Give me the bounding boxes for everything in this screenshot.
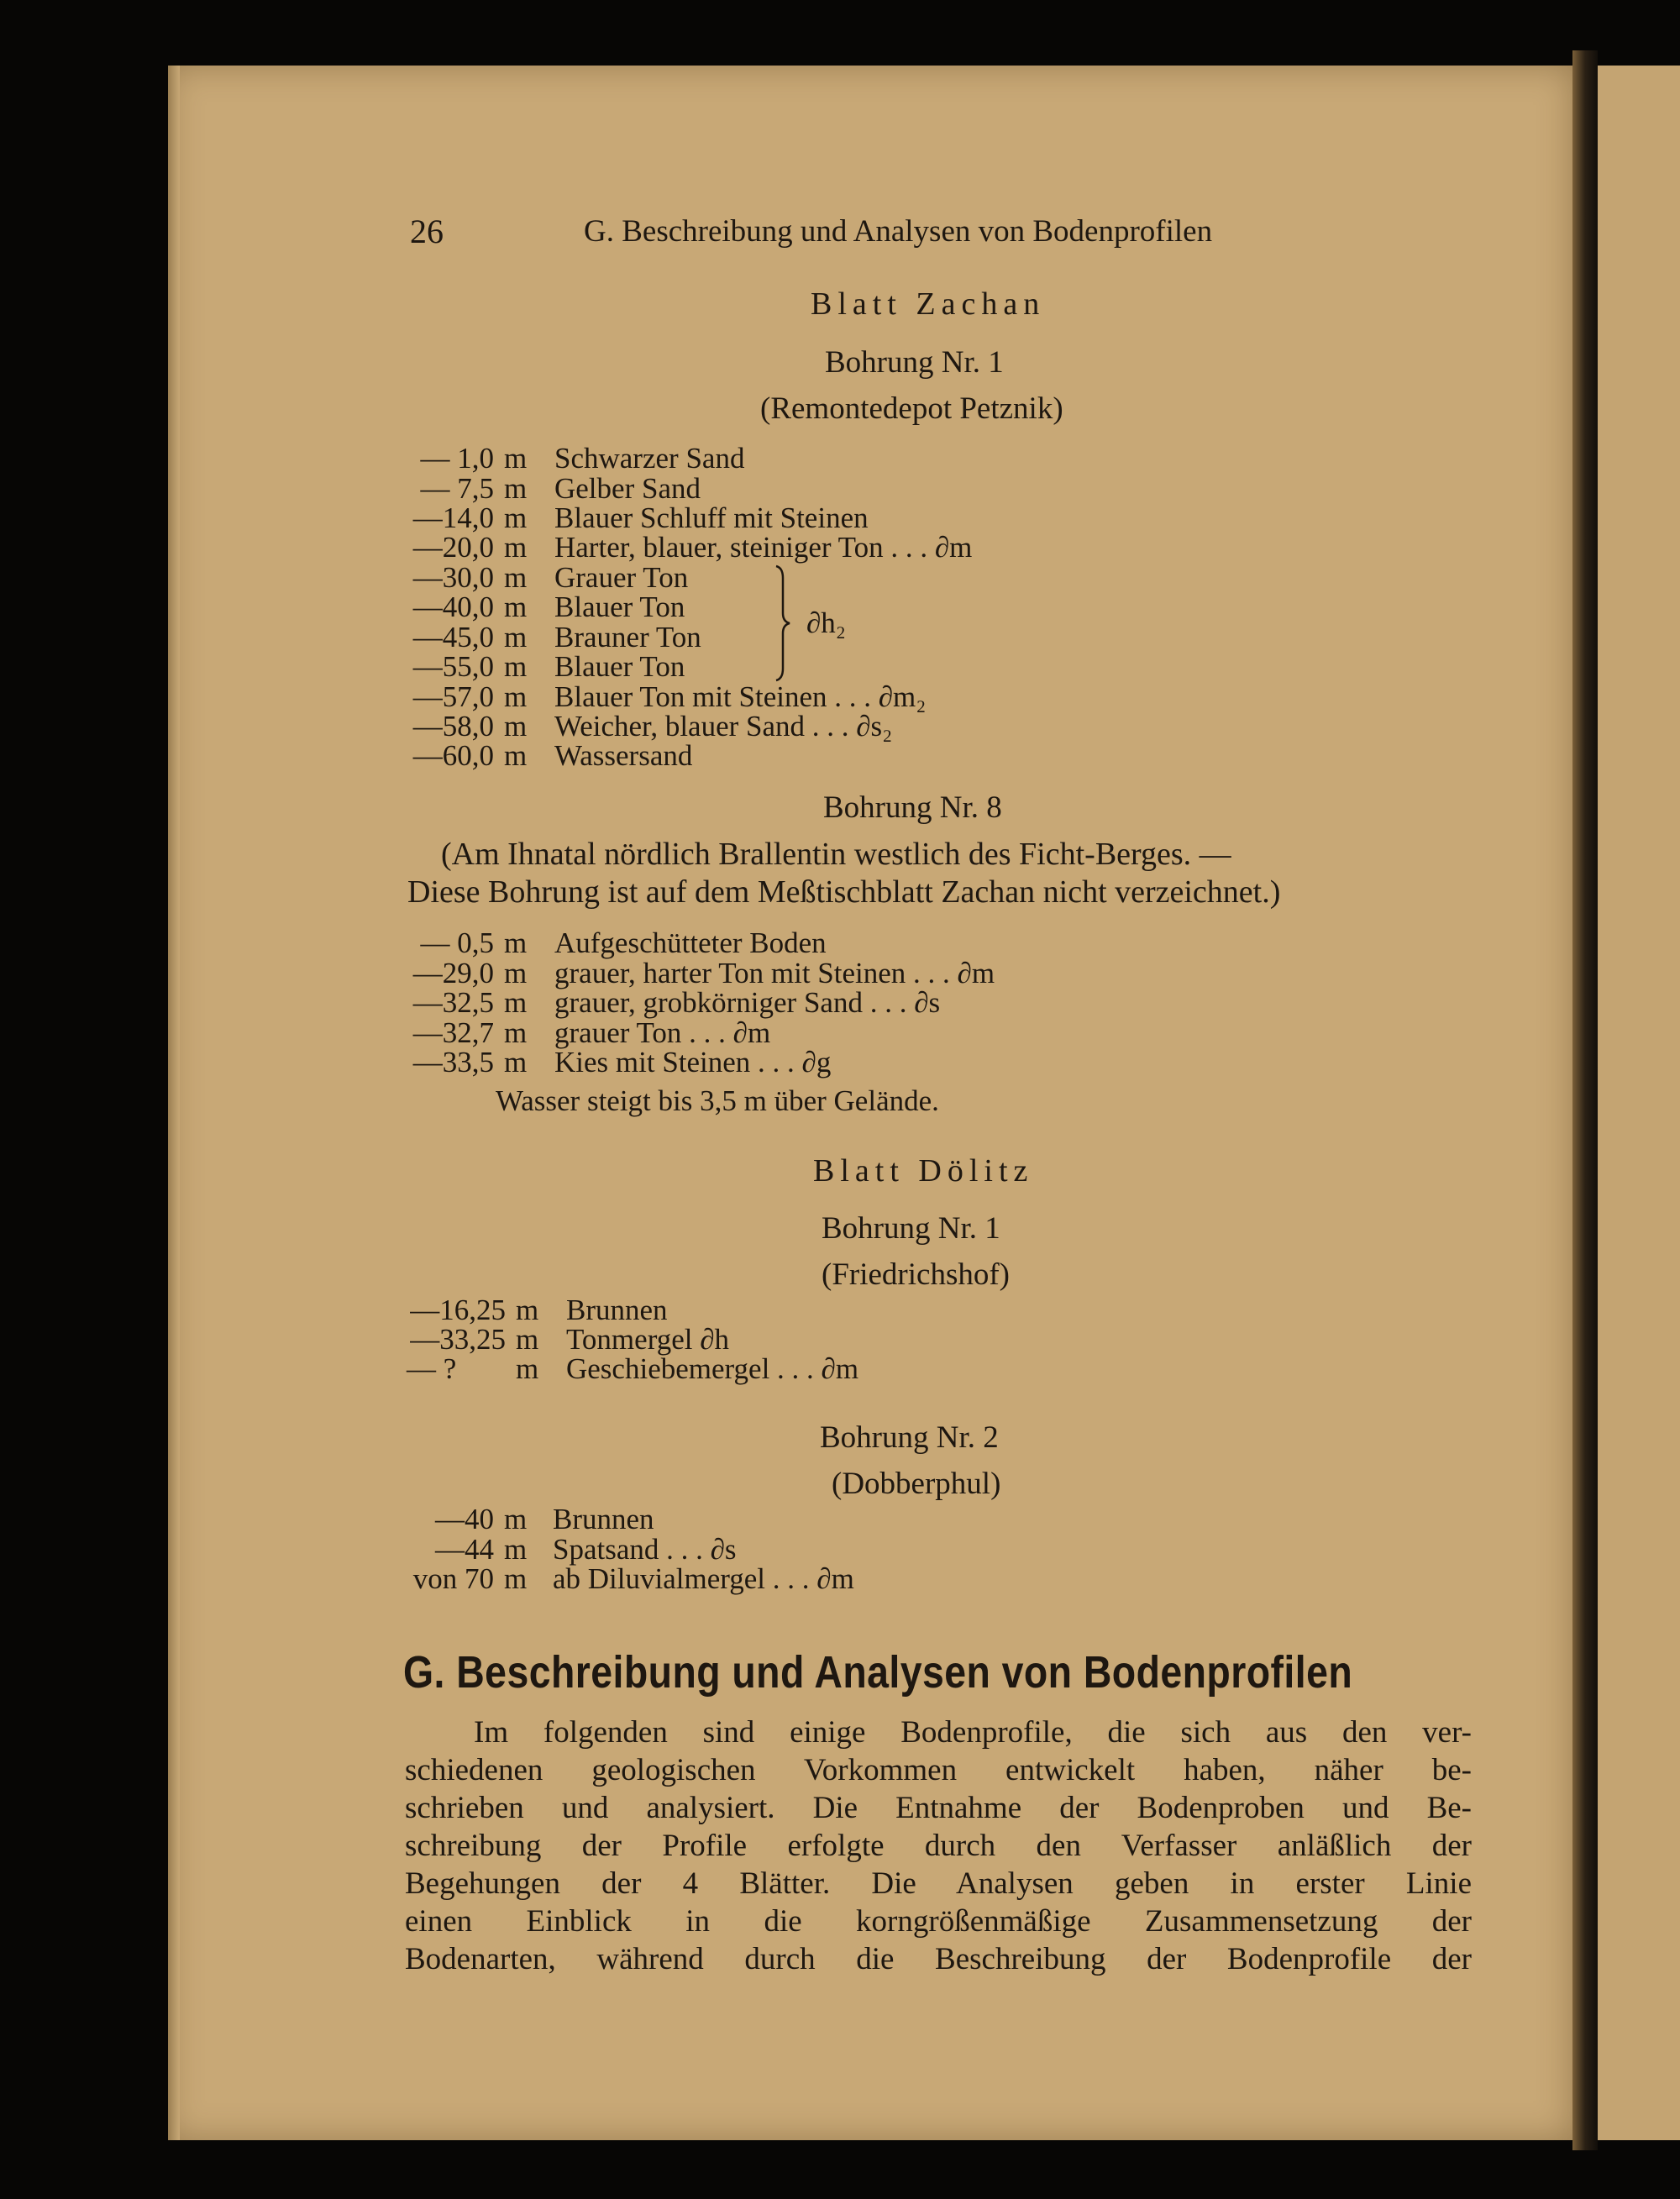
depth-cell: —45,0 [412,621,494,653]
depth-cell: —32,7 [412,1016,494,1049]
depth-cell: —40,0 [412,590,494,623]
desc-cell: Wassersand [554,739,693,772]
depth-cell: —58,0 [412,710,494,743]
brace-label: ∂h₂ [806,606,846,639]
depth-cell: — 7,5 [420,472,494,505]
unit-cell: m [516,1352,539,1385]
unit-cell: m [504,650,528,683]
depth-cell: — 1,0 [420,442,494,475]
unit-cell: m [504,590,528,623]
section-heading: G. Beschreibung und Analysen von Bodenprofilen [403,1647,1353,1698]
bore-title: Bohrung Nr. 2 [820,1420,999,1455]
curly-brace-icon [771,564,793,682]
desc-cell: grauer Ton . . . ∂m [554,1016,771,1049]
depth-cell: —57,0 [412,680,494,713]
unit-cell: m [504,472,528,505]
unit-cell: m [504,986,528,1019]
paragraph-line: schreibung der Profile erfolgte durch den Verfasser anläßlich der [405,1829,1472,1863]
depth-cell: von 70 [412,1562,494,1595]
desc-cell: Harter, blauer, steiniger Ton . . . ∂m [554,531,973,564]
desc-cell: ab Diluvialmergel . . . ∂m [553,1562,854,1595]
unit-cell: m [504,501,528,534]
desc-cell: Brunnen [553,1503,654,1535]
depth-cell: —40 [435,1503,494,1535]
water-note: Wasser steigt bis 3,5 m über Gelände. [496,1084,939,1117]
depth-cell: —32,5 [412,986,494,1019]
sheet-title-doelitz: Blatt Dölitz [813,1153,1034,1189]
depth-cell: —33,25 [410,1323,506,1356]
page-edge [168,66,180,2140]
unit-cell: m [504,739,528,772]
desc-cell: Blauer Ton [554,590,685,623]
paragraph-line: schrieben und analysiert. Die Entnahme der Bodenproben und Be- [405,1791,1472,1825]
depth-cell: —20,0 [412,531,494,564]
desc-cell: Brauner Ton [554,621,701,653]
depth-cell: —60,0 [412,739,494,772]
desc-cell: Schwarzer Sand [554,442,745,475]
paragraph-line: Im folgenden sind einige Bodenprofile, die sich aus den ver- [474,1715,1472,1750]
paragraph-line: Bodenarten, während durch die Beschreibung der Bodenprofile der [405,1942,1472,1976]
unit-cell: m [504,442,528,475]
unit-cell: m [504,957,528,989]
desc-cell: Geschiebemergel . . . ∂m [566,1352,859,1385]
depth-cell: —14,0 [412,501,494,534]
depth-cell: —30,0 [412,561,494,594]
unit-cell: m [504,1503,528,1535]
facing-page-edge [1598,66,1680,2140]
unit-cell: m [504,1046,528,1079]
unit-cell: m [504,1016,528,1049]
depth-cell: —16,25 [410,1294,506,1326]
desc-cell: Blauer Ton mit Steinen . . . ∂m₂ [554,680,927,713]
unit-cell: m [504,1533,528,1566]
unit-cell: m [504,531,528,564]
unit-cell: m [504,926,528,959]
bore-note-line: (Am Ihnatal nördlich Brallentin westlich des Ficht-Berges. — [441,837,1231,872]
running-title: G. Beschreibung und Analysen von Bodenprofilen [584,214,1213,249]
bore-subtitle: (Friedrichshof) [822,1257,1010,1292]
unit-cell: m [504,561,528,594]
bore-title: Bohrung Nr. 1 [825,345,1004,380]
unit-cell: m [504,710,528,743]
depth-cell: — ? [407,1352,457,1385]
depth-cell: — 0,5 [420,926,494,959]
desc-cell: Blauer Ton [554,650,685,683]
body-paragraph [405,1714,1472,1978]
desc-cell: Aufgeschütteter Boden [554,926,827,959]
desc-cell: Grauer Ton [554,561,689,594]
bore-subtitle: (Remontedepot Petznik) [760,391,1063,426]
depth-cell: —33,5 [412,1046,494,1079]
bore-title: Bohrung Nr. 8 [823,790,1002,825]
depth-cell: —44 [435,1533,494,1566]
paragraph-line: schiedenen geologischen Vorkommen entwickelt haben, näher be- [405,1753,1472,1787]
desc-cell: Brunnen [566,1294,668,1326]
unit-cell: m [504,680,528,713]
unit-cell: m [516,1294,539,1326]
unit-cell: m [504,621,528,653]
desc-cell: grauer, harter Ton mit Steinen . . . ∂m [554,957,995,989]
depth-cell: —55,0 [412,650,494,683]
paragraph-line: Begehungen der 4 Blätter. Die Analysen geben in erster Linie [405,1866,1472,1901]
depth-cell: —29,0 [412,957,494,989]
book-gutter [1572,50,1598,2150]
bore-note-line: Diese Bohrung ist auf dem Meßtischblatt Zachan nicht verzeichnet.) [407,874,1281,910]
desc-cell: Tonmergel ∂h [566,1323,730,1356]
desc-cell: Spatsand . . . ∂s [553,1533,737,1566]
bore-title: Bohrung Nr. 1 [822,1211,1000,1246]
desc-cell: Kies mit Steinen . . . ∂g [554,1046,832,1079]
desc-cell: grauer, grobkörniger Sand . . . ∂s [554,986,941,1019]
bore-subtitle: (Dobberphul) [832,1467,1001,1501]
desc-cell: Blauer Schluff mit Steinen [554,501,869,534]
unit-cell: m [504,1562,528,1595]
desc-cell: Gelber Sand [554,472,701,505]
paragraph-line: einen Einblick in die korngrößenmäßige Zusammensetzung der [405,1904,1472,1939]
desc-cell: Weicher, blauer Sand . . . ∂s₂ [554,710,893,743]
sheet-title-zachan: Blatt Zachan [811,286,1046,322]
unit-cell: m [516,1323,539,1356]
page-number: 26 [410,213,444,250]
